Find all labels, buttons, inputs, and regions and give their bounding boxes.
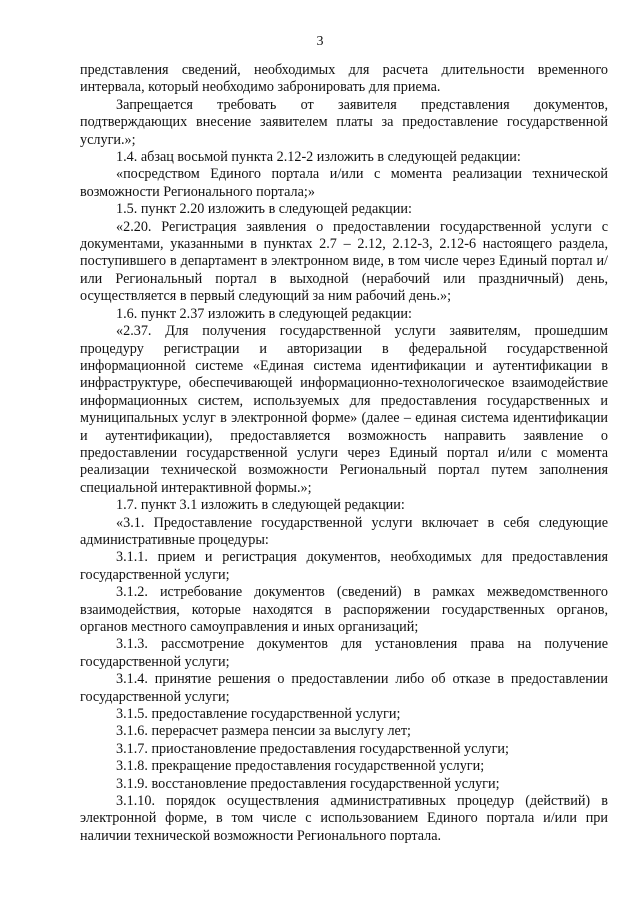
paragraph: 3.1.9. восстановление предоставления государственной услуги; (116, 775, 500, 792)
paragraph: 1.5. пункт 2.20 изложить в следующей редакции: (116, 201, 412, 218)
paragraph: 1.4. абзац восьмой пункта 2.12-2 изложить в следующей редакции: (116, 149, 521, 166)
paragraph: представления сведений, необходимых для расчета длительности временного интервала, который необходимо забронировать для приема. (80, 62, 608, 96)
page-number: 3 (316, 34, 324, 49)
paragraph: 3.1.1. прием и регистрация документов, необходимых для предоставления государственной услуги; (80, 549, 608, 583)
paragraph: 3.1.4. принятие решения о предоставлении либо об отказе в предоставлении государственной услуги; (80, 671, 608, 705)
paragraph: 3.1.8. прекращение предоставления государственной услуги; (116, 758, 485, 775)
paragraph: 1.6. пункт 2.37 изложить в следующей редакции: (116, 305, 412, 322)
paragraph: 3.1.10. порядок осуществления административных процедур (действий) в электронной форме, в том числе с использованием Единого портала и/или при наличии технической возможности Регионального портала. (80, 793, 608, 844)
paragraph: 3.1.6. перерасчет размера пенсии за выслугу лет; (116, 723, 411, 740)
paragraph: «3.1. Предоставление государственной услуги включает в себя следующие административные процедуры: (80, 514, 608, 548)
paragraph: 3.1.2. истребование документов (сведений) в рамках межведомственного взаимодействия, которые находятся в распоряжении государственных органов, органов местного самоуправления и иных организаций; (80, 584, 608, 635)
paragraph: «посредством Единого портала и/или с момента реализации технической возможности Регионального портала;» (80, 166, 608, 200)
paragraph: 3.1.3. рассмотрение документов для установления права на получение государственной услуги; (80, 636, 608, 670)
paragraph: 3.1.5. предоставление государственной услуги; (116, 706, 401, 723)
paragraph: 3.1.7. приостановление предоставления государственной услуги; (116, 740, 509, 757)
paragraph: Запрещается требовать от заявителя представления документов, подтверждающих внесение заявителем платы за предоставление государственной услуги.»; (80, 96, 608, 148)
paragraph: 1.7. пункт 3.1 изложить в следующей редакции: (116, 497, 405, 514)
paragraph: «2.20. Регистрация заявления о предоставлении государственной услуги с документами, указанными в пунктах 2.7 – 2.12, 2.12-3, 2.12-6 настоящего раздела, поступившего в департамент в электронном виде, в том числе через Единый портал и/или Региональный портал в выходной (нерабочий или праздничный) день, осуществляется в первый следующий за ним рабочий день.»; (80, 218, 608, 305)
paragraph: «2.37. Для получения государственной услуги заявителям, прошедшим процедуру регистрации и авторизации в федеральной государственной информационной системе «Единая система идентификации и аутентификации в инфраструктуре, обеспечивающей информационно-технологическое взаимодействие информационных систем, используемых для предоставления государственных и муниципальных услуг в электронной форме» (далее – единая система идентификации и аутентификации), предоставляется возможность направить заявление о предоставлении государственной услуги через Единый портал и/или с момента реализации технической возможности Региональный портал путем заполнения специальной интерактивной формы.»; (80, 323, 608, 496)
document-body (80, 62, 608, 845)
